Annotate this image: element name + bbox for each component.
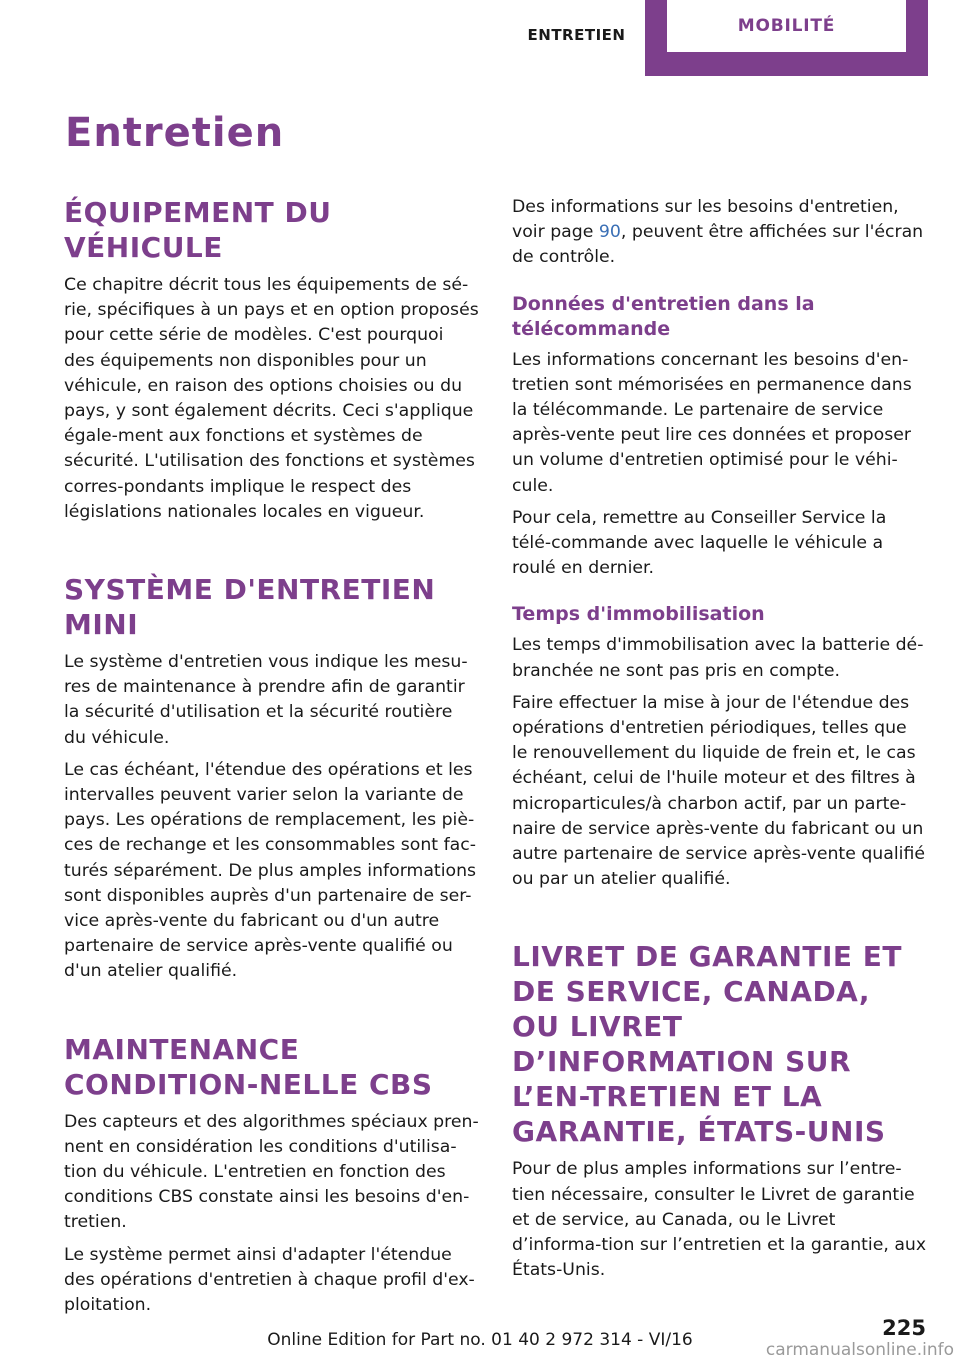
tab-mobilite-label: MOBILITÉ	[737, 16, 836, 36]
tab-entretien[interactable]	[508, 0, 645, 76]
paragraph: Le système d'entretien vous indique les mesu-res de maintenance à prendre afin de garantir la sécurité d'utilisation et la sécurité routière du véhicule.	[64, 652, 468, 748]
page-link[interactable]: 90	[598, 222, 621, 243]
footer-edition: Online Edition for Part no. 01 40 2 972 314 - VI/16	[267, 1330, 693, 1350]
section-title-equipement: ÉQUIPEMENT DU VÉHICULE	[64, 196, 332, 264]
paragraph: Pour de plus amples informations sur l’entre-tien nécessaire, consulter le Livret de garantie et de service, au Canada, ou le Livret d’informa-tion sur l’entretien et la garantie, aux États-Unis.	[512, 1159, 927, 1281]
tab-mobilite[interactable]	[645, 0, 928, 76]
subsection-title-donnees: Données d'entretien dans la télécommande	[512, 292, 815, 340]
paragraph: Faire effectuer la mise à jour de l'étendue des opérations d'entretien périodiques, telles que le renouvellement du liquide de frein et, le cas échéant, celui de l'huile moteur et des filtres à microparticules/à charbon actif, par un parte-naire de service après-vente du fabricant ou un autre partenaire de service après-vente qualifié ou par un atelier qualifié.	[512, 692, 925, 890]
paragraph: Le système permet ainsi d'adapter l'étendue des opérations d'entretien à chaque profil d'ex-ploitation.	[64, 1244, 475, 1316]
section-title-systeme-entretien: SYSTÈME D'ENTRETIEN MINI	[64, 573, 436, 642]
chapter-title: Entretien	[65, 110, 285, 156]
section-title-cbs: MAINTENANCE CONDITION-NELLE CBS	[64, 1032, 433, 1101]
page-number: 225	[882, 1316, 926, 1340]
header-tabs	[508, 0, 928, 76]
paragraph: Des capteurs et des algorithmes spéciaux pren-nent en considération les conditions d'utilisa-tion du véhicule. L'entretien en fonction des conditions CBS constate ainsi les besoins d'en-tretien.	[64, 1111, 479, 1233]
paragraph: Les informations concernant les besoins d'en-tretien sont mémorisées en permanence dans la télécommande. Le partenaire de service après-vente peut lire ces données et proposer un volume d'entretien optimisé pour le véhi-cule.	[512, 349, 912, 496]
left-column	[64, 195, 479, 1325]
tab-entretien-label: ENTRETIEN	[527, 26, 626, 44]
paragraph: Ce chapitre décrit tous les équipements de sé-rie, spécifiques à un pays et en option proposés pour cette série de modèles. C'est pourquoi des équipements non disponibles pour un véhicule, en raison des options choisies ou du pays, y sont également décrits. Ceci s'applique égale-ment aux fonctions et systèmes de sécurité. L'utilisation des fonctions et systèmes corres-pondants implique le respect des législations nationales locales en vigueur.	[64, 275, 479, 522]
paragraph: Pour cela, remettre au Conseiller Service la télé-commande avec laquelle le véhicule a roulé en dernier.	[512, 507, 887, 579]
watermark: carmanualsonline.info	[765, 1340, 954, 1360]
text: , peuvent être affichées sur l'écran de contrôle.	[512, 222, 924, 268]
paragraph: Les temps d'immobilisation avec la batterie dé-branchée ne sont pas pris en compte.	[512, 635, 924, 681]
right-column	[512, 195, 927, 1290]
subsection-title-immobilisation: Temps d'immobilisation	[512, 603, 765, 626]
text: Des informations sur les besoins d'entretien, voir page	[512, 197, 899, 243]
paragraph	[512, 195, 927, 271]
section-title-livret: LIVRET DE GARANTIE ET DE SERVICE, CANADA, OU LIVRET D’INFORMATION SUR L’EN-TRETIEN ET LA GARANTIE, ÉTATS-UNIS	[512, 940, 903, 1149]
paragraph: Le cas échéant, l'étendue des opérations et les intervalles peuvent varier selon la variante de pays. Les opérations de remplacement, les piè-ces de rechange et les consommables sont fac-turés séparément. De plus amples informations sont disponibles auprès d'un partenaire de ser-vice après-vente du fabricant ou d'un autre partenaire de service après-vente qualifié ou d'un atelier qualifié.	[64, 759, 477, 982]
